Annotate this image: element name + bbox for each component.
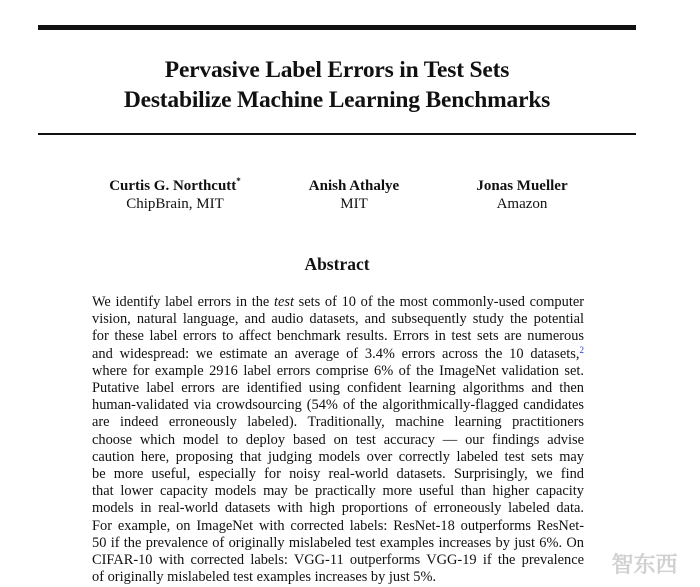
abstract-body — [92, 294, 584, 586]
abstract-line: Putative label errors are identified using confident learning algorithms and then — [92, 380, 584, 397]
author-1 — [75, 177, 275, 213]
author-name: Jonas Mueller — [476, 178, 568, 194]
abstract-line: are indeed erroneously labeled). Traditionally, machine learning practitioners — [92, 414, 584, 431]
abstract-line: of originally mislabeled test examples increases by just 5%. — [92, 569, 437, 586]
author-footnote-marker: * — [236, 176, 241, 186]
author-affiliation: Amazon — [496, 196, 548, 212]
abstract-line: models in real-world datasets with high proportions of erroneously labeled data. — [92, 500, 584, 517]
footnote-link[interactable]: 2 — [579, 344, 584, 355]
abstract-line: for these label errors to affect benchmark results. Errors in test sets are numerous — [92, 328, 584, 345]
abstract-line: be more useful, especially for noisy real-world datasets. Surprisingly, we find — [92, 466, 584, 483]
abstract-line: caution here, proposing that judging models over correctly labeled test sets may — [92, 448, 584, 465]
abstract-line: human-validated via crowdsourcing (54% of the algorithmically-flagged candidates — [92, 397, 584, 414]
title-line-1: Pervasive Label Errors in Test Sets — [164, 57, 510, 83]
watermark-logo: 智东西 — [611, 553, 678, 578]
title-top-rule — [38, 25, 636, 30]
author-3 — [422, 177, 622, 213]
title-line-2: Destabilize Machine Learning Benchmarks — [123, 87, 551, 113]
author-name: Anish Athalye — [308, 178, 400, 194]
abstract-line: vision, natural language, and audio datasets, and subsequently study the potential — [92, 311, 584, 328]
abstract-heading: Abstract — [304, 254, 370, 274]
author-affiliation: MIT — [340, 196, 368, 212]
title-bottom-rule — [38, 133, 636, 135]
paper-title — [38, 55, 636, 115]
abstract-line: We identify label errors in the test sets of 10 of the most commonly-used computer — [92, 294, 584, 310]
abstract-line: 50 if the prevalence of originally mislabeled test examples increases by just 6%. On — [92, 534, 584, 551]
abstract-line: where for example 2916 label errors comprise 6% of the ImageNet validation set. — [92, 362, 584, 379]
abstract-line: that lower capacity models may be practically more useful than higher capacity — [92, 483, 584, 500]
abstract-line: CIFAR-10 with corrected labels: VGG-11 outperforms VGG-19 if the prevalence — [92, 552, 584, 569]
author-affiliation: ChipBrain, MIT — [126, 196, 224, 212]
abstract-line: For example, on ImageNet with corrected labels: ResNet-18 outperforms ResNet- — [92, 517, 584, 534]
author-name: Curtis G. Northcutt* — [109, 176, 241, 194]
emphasis-test: test — [273, 294, 294, 310]
abstract-line: and widespread: we estimate an average of 3.4% errors across the 10 datasets,$^2$ — [92, 344, 584, 362]
abstract-line: choose which model to deploy based on test accuracy — our findings advise — [92, 431, 584, 448]
